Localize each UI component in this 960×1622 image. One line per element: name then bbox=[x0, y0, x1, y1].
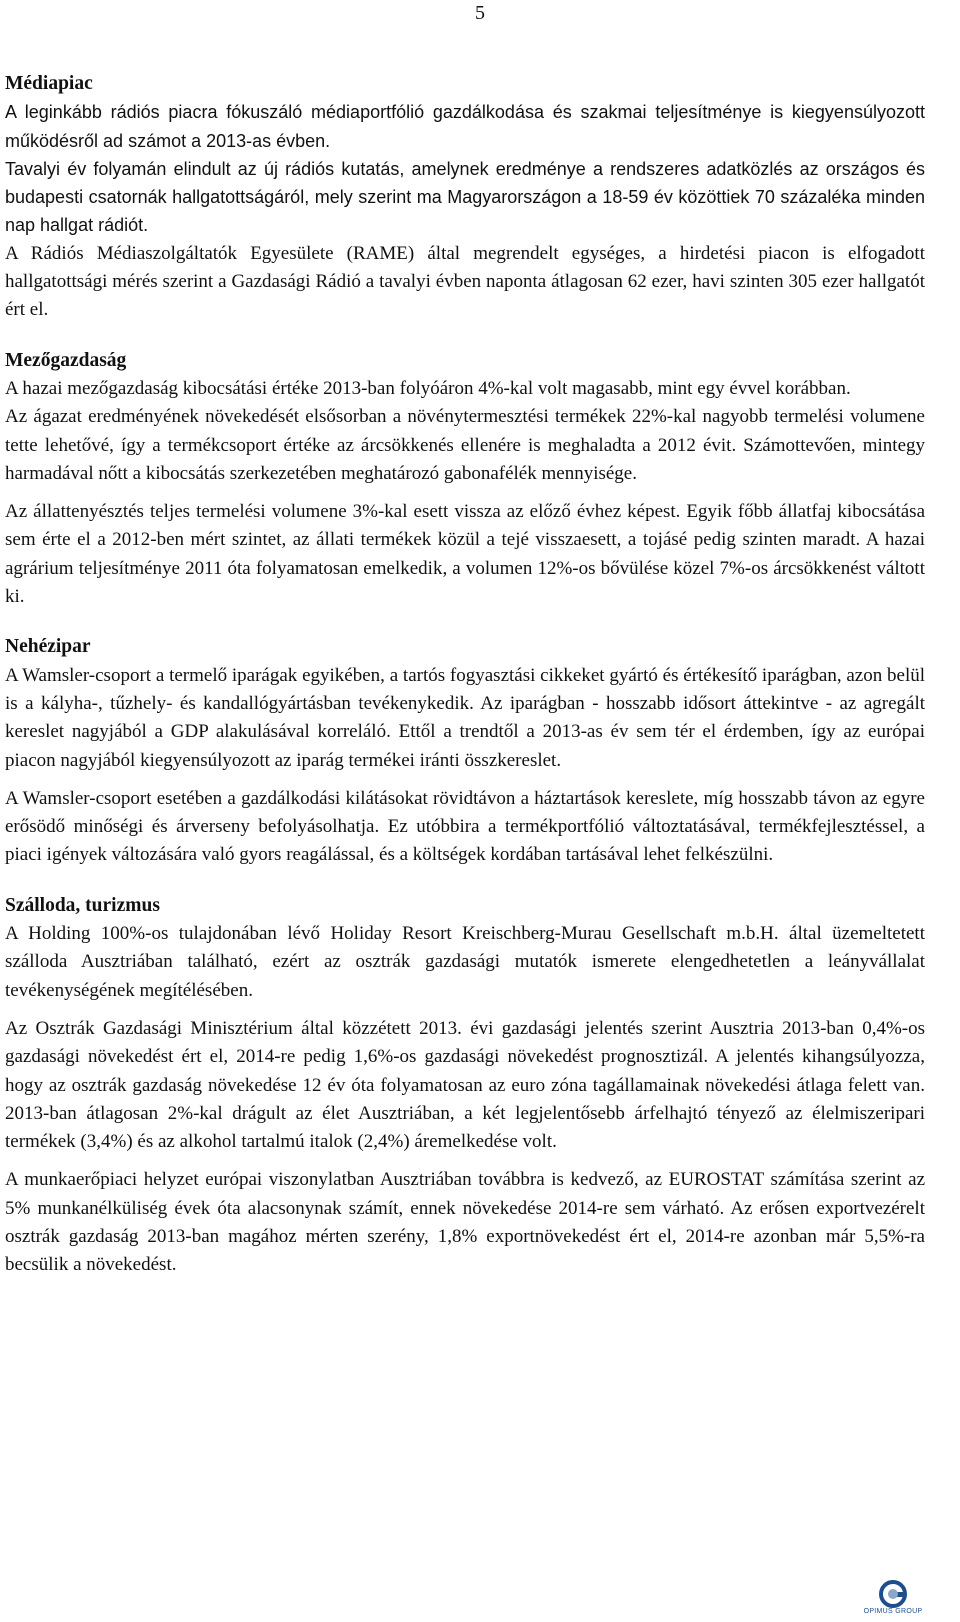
section-title-nehezipar: Nehézipar bbox=[5, 636, 91, 658]
paragraph: A Holding 100%-os tulajdonában lévő Holiday Resort Kreischberg-Murau Gesellschaft m.b.H. által üzemeltetett szálloda Ausztriában található, ezért az osztrák gazdasági mutatók ismerete elengedhetetlen a leányvállalat tevékenységének megítélésében. bbox=[5, 923, 925, 1001]
section-title-mediapiac: Médiapiac bbox=[5, 73, 93, 94]
paragraph: A Wamsler-csoport a termelő iparágak egyikében, a tartós fogyasztási cikkeket gyártó és értékesítő iparágban, azon belül is a kályha-, tűzhely- és kandallógyártásban tevékenykedik. Az iparágban - hosszabb idősort áttekintve - az agregált kereslet nagyjából a GDP alakulásával korreláló. Ettől a trendtől a 2013-as év sem tér el érdemben, így az európai piacon nagyjából kiegyensúlyozott az iparág termékei iránti összkereslet. bbox=[5, 664, 925, 771]
logo-mark-icon bbox=[853, 1580, 933, 1610]
document-body bbox=[5, 70, 925, 1280]
page-number: 5 bbox=[475, 2, 485, 24]
paragraph: A leginkább rádiós piacra fókuszáló médiaportfólió gazdálkodása és szakmai teljesítménye is kiegyensúlyozott működésről ad számot a 2013-as évben. bbox=[5, 102, 925, 151]
paragraph: Az Osztrák Gazdasági Minisztérium által közzétett 2013. évi gazdasági jelentés szerint Ausztria 2013-ban 0,4%-os gazdasági növekedést ért el, 2014-re pedig 1,6%-os gazdasági növekedést prognosztizál. A jelentés kihangsúlyozza, hogy az osztrák gazdaság növekedése 12 év óta folyamatosan az euro zóna tagállamainak növekedési átlaga felett van. 2013-ban átlagosan 2%-kal drágult az élet Ausztriában, a két legjelentősebb árfelhajtó tényező az élelmiszeripari termékek (3,4%) és az alkohol tartalmú italok (2,4%) áremelkedése volt. bbox=[5, 1017, 925, 1153]
paragraph: A hazai mezőgazdaság kibocsátási értéke 2013-ban folyóáron 4%-kal volt magasabb, mint egy évvel korábban. bbox=[5, 377, 851, 399]
company-logo bbox=[853, 1580, 933, 1618]
paragraph: Az állattenyésztés teljes termelési volumene 3%-kal esett vissza az előző évhez képest. Egyik főbb állatfaj kibocsátása sem érte el a 2012-ben mért szintet, az állati termékek közül a tejé visszaesett, a tojásé pedig szinten maradt. A hazai agrárium teljesítménye 2011 óta folyamatosan emelkedik, a volumen 12%-os bővülése közel 7%-os árcsökkenést váltott ki. bbox=[5, 501, 925, 608]
paragraph: Az ágazat eredményének növekedését elsősorban a növénytermesztési termékek 22%-kal nagyobb termelési volumene tette lehetővé, így a termékcsoport értéke az árcsökkenés ellenére is meghaladta a 2012 évit. Számottevően, mintegy harmadával nőtt a kibocsátás szerkezetében meghatározó gabonafélék mennyisége. bbox=[5, 406, 925, 484]
paragraph: A Rádiós Médiaszolgáltatók Egyesülete (RAME) által megrendelt egységes, a hirdetési piacon is elfogadott hallgatottsági mérés szerint a Gazdasági Rádió a tavalyi évben naponta átlagosan 62 ezer, havi szinten 305 ezer hallgatót ért el. bbox=[5, 242, 925, 321]
paragraph: A Wamsler-csoport esetében a gazdálkodási kilátásokat rövidtávon a háztartások kereslete, míg hosszabb távon az egyre erősödő minőségi és árverseny befolyásolhatja. Ez utóbbira a termékportfólió változtatásával, termékfejlesztéssel, a piaci igények változására való gyors reagálással, és a költségek kordában tartásával lehet felkészülni. bbox=[5, 787, 925, 866]
paragraph: Tavalyi év folyamán elindult az új rádiós kutatás, amelynek eredménye a rendszeres adatközlés az országos és budapesti csatornák hallgatottságáról, mely szerint ma Magyarországon a 18-59 év közöttiek 70 százaléka minden nap hallgat rádiót. bbox=[5, 158, 925, 236]
logo-text: OPIMUS GROUP bbox=[863, 1608, 923, 1615]
section-title-szalloda: Szálloda, turizmus bbox=[5, 894, 160, 916]
section-title-mezogazdasag: Mezőgazdaság bbox=[5, 349, 127, 371]
paragraph: A munkaerőpiaci helyzet európai viszonylatban Ausztriában továbbra is kedvező, az EUROSTAT számítása szerint az 5% munkanélküliség évek óta alacsonynak számít, ennek növekedése 2014-re sem várható. Az erősen exportvezérelt osztrák gazdaság 2013-ban magához mérten szerény, 1,8% exportnövekedést ért el, 2014-re azonban már 5,5%-ra becsülik a növekedést. bbox=[5, 1169, 925, 1276]
